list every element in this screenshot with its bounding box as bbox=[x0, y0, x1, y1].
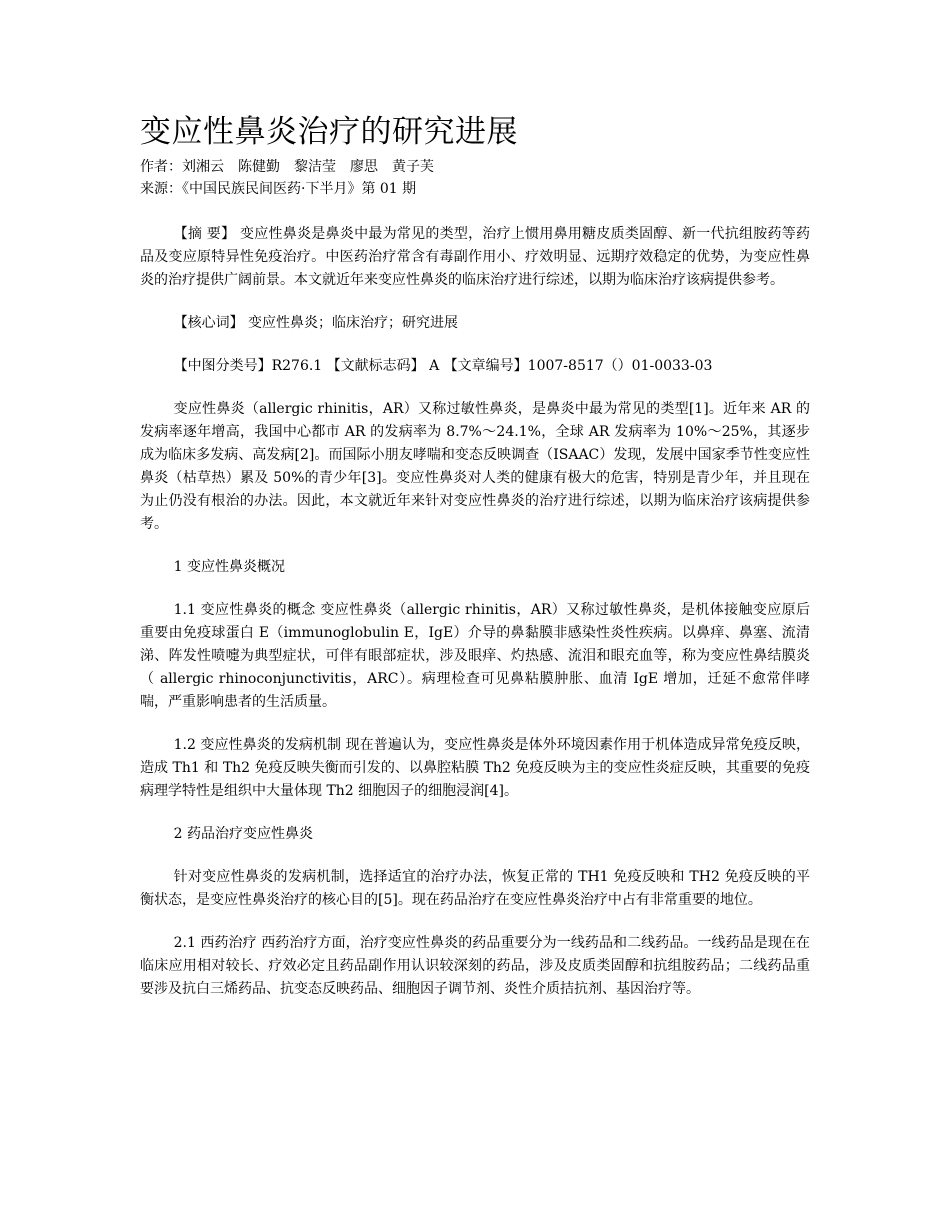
author-name: 刘湘云 bbox=[182, 159, 224, 175]
authors-label: 作者： bbox=[140, 159, 182, 175]
section-1-1-paragraph: 1.1 变应性鼻炎的概念 变应性鼻炎（allergic rhinitis，AR）又称过敏性鼻炎，是机体接触变应原后重要由免疫球蛋白 E（immunoglobulin E，IgE）介导的鼻黏膜非感染性炎性疾病。以鼻痒、鼻塞、流清涕、阵发性喷嚏为典型症状，可伴有眼部症状，涉及眼痒、灼热感、流泪和眼充血等，称为变应性鼻结膜炎（ allergic rhinoconjunctivitis，ARC）。病理检查可见鼻粘膜肿胀、血清 IgE 增加，迁延不愈常伴哮喘，严重影响患者的生活质量。 bbox=[140, 602, 810, 710]
source-label: 来源： bbox=[140, 181, 182, 197]
keywords-paragraph: 【核心词】 变应性鼻炎；临床治疗；研究进展 bbox=[173, 315, 459, 331]
intro-paragraph: 变应性鼻炎（allergic rhinitis，AR）又称过敏性鼻炎，是鼻炎中最为常见的类型[1]。近年来 AR 的发病率逐年增高，我国中心都市 AR 的发病率为 8.7%～24.1%，全球 AR 发病率为 10%～25%，其逐步成为临床多发病、高发病[2]。而国际小朋友哮喘和变态反映调查（ISAAC）发现，发展中国家季节性变应性鼻炎（枯草热）累及 50%的青少年[3]。变应性鼻炎对人类的健康有极大的危害，特别是青少年，并且现在为止仍没有根治的办法。因此，本文就近年来针对变应性鼻炎的治疗进行综述，以期为临床治疗该病提供参考。 bbox=[140, 401, 810, 532]
author-list bbox=[182, 159, 448, 175]
section-2-intro-paragraph: 针对变应性鼻炎的发病机制，选择适宜的治疗办法，恢复正常的 TH1 免疫反映和 TH2 免疫反映的平衡状态，是变应性鼻炎治疗的核心目的[5]。现在药品治疗在变应性鼻炎治疗中占有非常重要的地位。 bbox=[140, 869, 810, 908]
section-2-1-paragraph: 2.1 西药治疗 西药治疗方面，治疗变应性鼻炎的药品重要分为一线药品和二线药品。一线药品是现在在临床应用相对较长、疗效必定且药品副作用认识较深刻的药品，涉及皮质类固醇和抗组胺药品；二线药品重要涉及抗白三烯药品、抗变态反映药品、细胞因子调节剂、炎性介质拮抗剂、基因治疗等。 bbox=[140, 935, 810, 997]
section-heading-1: 1 变应性鼻炎概况 bbox=[173, 559, 285, 575]
section-1-2-paragraph: 1.2 变应性鼻炎的发病机制 现在普遍认为，变应性鼻炎是体外环境因素作用于机体造成异常免疫反映， 造成 Th1 和 Th2 免疫反映失衡而引发的、以鼻腔粘膜 Th2 免疫反映为主的变应性炎症反映，其重要的免疫病理学特性是组织中大量体现 Th2 细胞因子的细胞浸润[4]。 bbox=[140, 737, 810, 799]
section-heading-2: 2 药品治疗变应性鼻炎 bbox=[173, 826, 313, 842]
article-title: 变应性鼻炎治疗的研究进展 bbox=[140, 114, 518, 150]
author-name: 廖思 bbox=[350, 159, 378, 175]
classification-paragraph: 【中图分类号】R276.1 【文献标志码】 A 【文章编号】1007-8517（）01-0033-03 bbox=[173, 358, 713, 374]
author-name: 陈健勤 bbox=[238, 159, 280, 175]
author-name: 黎洁莹 bbox=[294, 159, 336, 175]
source-line bbox=[140, 178, 810, 200]
abstract-paragraph: 【摘 要】 变应性鼻炎是鼻炎中最为常见的类型，治疗上惯用鼻用糖皮质类固醇、新一代抗组胺药等药品及变应原特异性免疫治疗。中医药治疗常含有毒副作用小、疗效明显、远期疗效稳定的优势，为变应性鼻炎的治疗提供广阔前景。本文就近年来变应性鼻炎的临床治疗进行综述，以期为临床治疗该病提供参考。 bbox=[140, 226, 810, 288]
source-value: 《中国民族民间医药·下半月》第 01 期 bbox=[182, 181, 417, 197]
article bbox=[140, 112, 810, 1001]
author-name: 黄子芙 bbox=[392, 159, 434, 175]
authors-line bbox=[140, 156, 810, 178]
